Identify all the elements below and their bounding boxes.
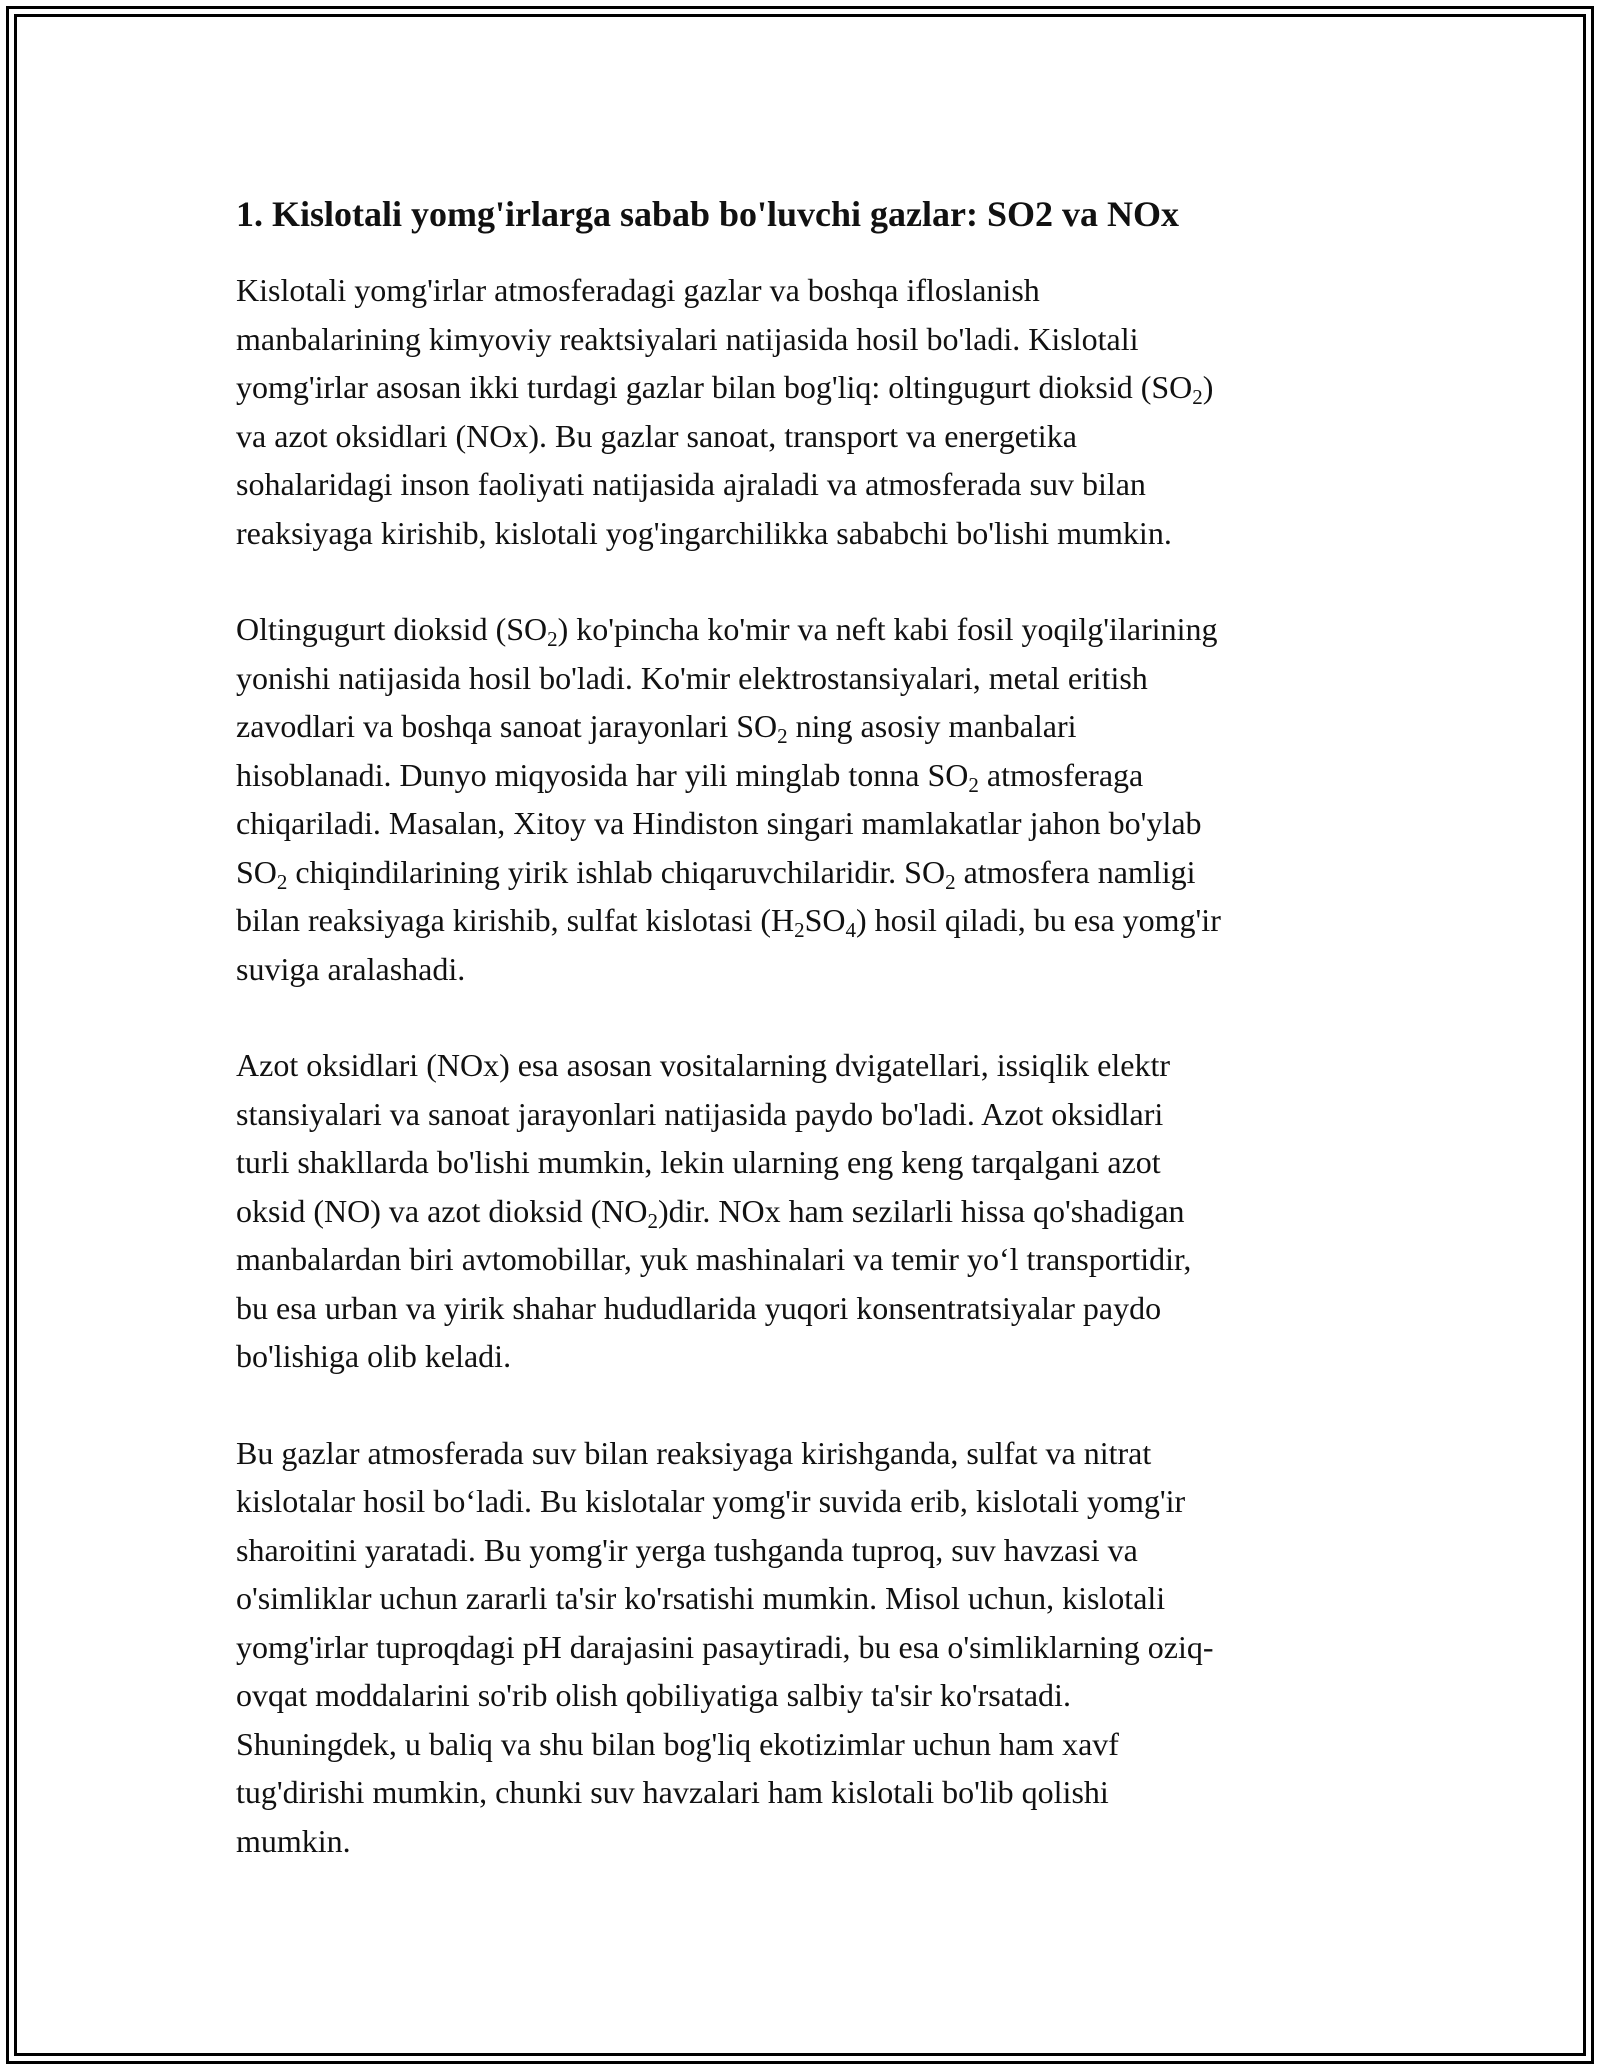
paragraph	[236, 266, 1376, 557]
section-heading: 1. Kislotali yomg'irlarga sabab bo'luvchi gazlar: SO2 va NOx	[236, 194, 1180, 234]
paragraph	[236, 1041, 1376, 1381]
paragraph-line: manbalardan biri avtomobillar, yuk mashinalari va temir yo‘l transportidir,	[236, 1241, 1192, 1277]
paragraph-line: o'simliklar uchun zararli ta'sir ko'rsatishi mumkin. Misol uchun, kislotali	[236, 1580, 1166, 1616]
paragraph-line: mumkin.	[236, 1822, 351, 1859]
paragraph-line: stansiyalari va sanoat jarayonlari natijasida paydo bo'ladi. Azot oksidlari	[236, 1095, 1164, 1132]
paragraph-line: va azot oksidlari (NOx). Bu gazlar sanoat, transport va energetika	[236, 417, 1077, 454]
paragraph-line: ovqat moddalarini so'rib olish qobiliyatiga salbiy ta'sir ko'rsatadi.	[236, 1677, 1071, 1713]
paragraph-line: suviga aralashadi.	[236, 950, 466, 987]
paragraph	[236, 605, 1376, 993]
paragraph-line: bilan reaksiyaga kirishib, sulfat kislotasi $(H_2SO_4)$ hosil qiladi, bu esa yomg'ir	[236, 902, 1221, 942]
paragraph-line: chiqariladi. Masalan, Xitoy va Hindiston singari mamlakatlar jahon bo'ylab	[236, 805, 1202, 841]
paragraph-line: kislotalar hosil bo‘ladi. Bu kislotalar yomg'ir suvida erib, kislotali yomg'ir	[236, 1483, 1186, 1519]
paragraph-line: Shuningdek, u baliq va shu bilan bog'liq ekotizimlar uchun ham xavf	[236, 1725, 1119, 1762]
paragraph-line: sohalaridagi inson faoliyati natijasida ajraladi va atmosferada suv bilan	[236, 466, 1146, 502]
paragraph-line: tug'dirishi mumkin, chunki suv havzalari ham kislotali bo'lib qolishi	[236, 1774, 1109, 1810]
paragraph-line: Oltingugurt dioksid $(SO_2)$ ko'pincha ko'mir va neft kabi fosil yoqilg'ilarining	[236, 611, 1218, 651]
paragraph-line: turli shakllarda bo'lishi mumkin, lekin ularning eng keng tarqalgani azot	[236, 1144, 1161, 1180]
paragraph-line: yomg'irlar asosan ikki turdagi gazlar bilan bog'liq: oltingugurt dioksid $(SO_2)$	[236, 369, 1214, 409]
paragraph-line: Bu gazlar atmosferada suv bilan reaksiyaga kirishganda, sulfat va nitrat	[236, 1434, 1152, 1471]
paragraph-line: bu esa urban va yirik shahar hududlarida yuqori konsentratsiyalar paydo	[236, 1289, 1162, 1326]
paragraph-line: sharoitini yaratadi. Bu yomg'ir yerga tushganda tuproq, suv havzasi va	[236, 1531, 1138, 1568]
paragraphs-container	[236, 266, 1376, 1865]
paragraph-line: yomg'irlar tuproqdagi pH darajasini pasaytiradi, bu esa o'simliklarning oziq-	[236, 1628, 1214, 1665]
paragraph-line: hisoblanadi. Dunyo miqyosida har yili minglab tonna $SO_2$ atmosferaga	[236, 756, 1144, 797]
paragraph-line: bo'lishiga olib keladi.	[236, 1338, 512, 1374]
paragraph	[236, 1429, 1376, 1866]
paragraph-line: Azot oksidlari (NOx) esa asosan vositalarning dvigatellari, issiqlik elektr	[236, 1047, 1170, 1083]
paragraph-line: oksid (NO) va azot dioksid $(NO_2)dir$. NOx ham sezilarli hissa qo'shadigan	[236, 1192, 1185, 1233]
paragraph-line: Kislotali yomg'irlar atmosferadagi gazlar va boshqa ifloslanish	[236, 272, 1040, 308]
paragraph-line: manbalarining kimyoviy reaktsiyalari natijasida hosil bo'ladi. Kislotali	[236, 320, 1139, 357]
paragraph-line: zavodlari va boshqa sanoat jarayonlari $SO_2$ ning asosiy manbalari	[236, 708, 1077, 748]
paragraph-line: reaksiyaga kirishib, kislotali yog'ingarchilikka sababchi bo'lishi mumkin.	[236, 514, 1172, 551]
document-body	[236, 188, 1376, 1913]
paragraph-line: yonishi natijasida hosil bo'ladi. Ko'mir elektrostansiyalari, metal eritish	[236, 659, 1148, 696]
paragraph-line: $SO_2$ chiqindilarining yirik ishlab chiqaruvchilaridir. $SO_2$ atmosfera namligi	[236, 853, 1196, 894]
